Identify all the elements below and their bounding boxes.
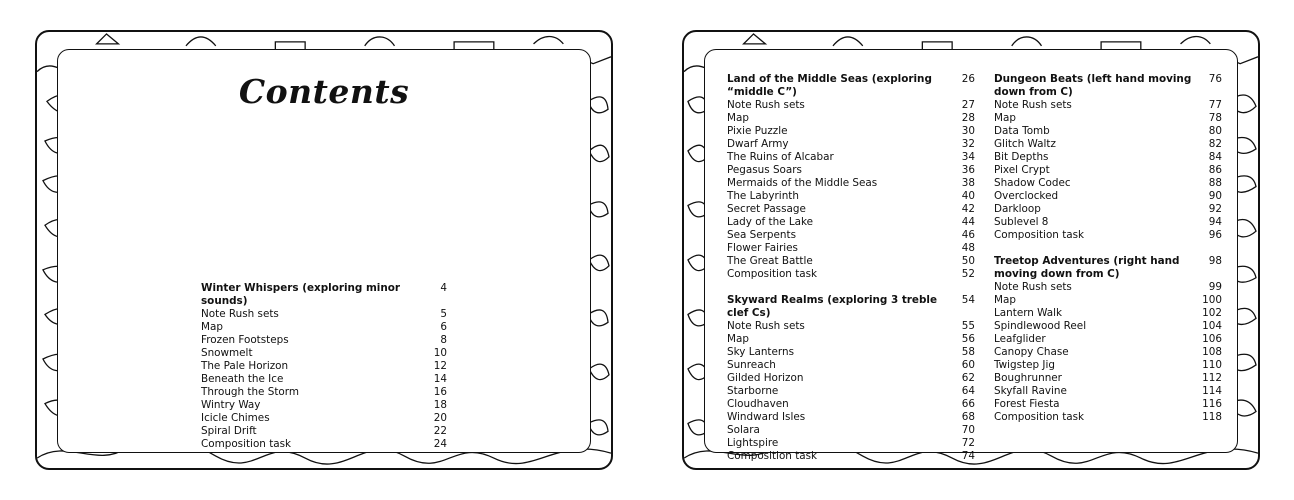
page-number: 88 <box>1208 177 1222 189</box>
entry-title: Sky Lanterns <box>727 346 794 358</box>
entry-title: Lightspire <box>727 437 779 449</box>
entry-title: Shadow Codec <box>994 177 1071 189</box>
toc-entry <box>727 320 975 333</box>
entry-title: Pixie Puzzle <box>727 125 788 137</box>
page-number: 102 <box>1202 307 1222 319</box>
section-heading <box>994 73 1222 99</box>
page-number: 100 <box>1202 294 1222 306</box>
page-number: 66 <box>961 398 975 410</box>
toc-entry <box>727 190 975 203</box>
entry-title: Forest Fiesta <box>994 398 1060 410</box>
contents-panel <box>57 49 591 453</box>
toc-entry <box>727 437 975 450</box>
toc-entry <box>994 333 1222 346</box>
toc-entry <box>994 203 1222 216</box>
toc-entry <box>994 398 1222 411</box>
entry-title: Bit Depths <box>994 151 1049 163</box>
entry-title: Sublevel 8 <box>994 216 1049 228</box>
entry-title: Boughrunner <box>994 372 1062 384</box>
page-number: 98 <box>1208 255 1222 267</box>
entry-title: Windward Isles <box>727 411 806 423</box>
page-number: 24 <box>433 438 447 450</box>
toc-entry <box>201 386 447 399</box>
page-number: 27 <box>961 99 975 111</box>
entry-title: Secret Passage <box>727 203 806 215</box>
toc-entry <box>727 125 975 138</box>
contents-page-right <box>682 30 1260 470</box>
page-number: 62 <box>961 372 975 384</box>
section-title: Winter Whispers (exploring minor sounds) <box>201 282 401 307</box>
entry-title: Gilded Horizon <box>727 372 804 384</box>
page-number: 46 <box>961 229 975 241</box>
page-number: 78 <box>1208 112 1222 124</box>
page-number: 22 <box>433 425 447 437</box>
entry-title: Through the Storm <box>201 386 299 398</box>
entry-title: Leafglider <box>994 333 1046 345</box>
entry-title: Composition task <box>727 268 818 280</box>
toc-entry <box>727 385 975 398</box>
entry-title: Note Rush sets <box>994 99 1072 111</box>
entry-title: Mermaids of the Middle Seas <box>727 177 878 189</box>
page-number: 92 <box>1208 203 1222 215</box>
entry-title: Composition task <box>994 411 1085 423</box>
entry-title: Data Tomb <box>994 125 1050 137</box>
toc-entry <box>201 334 447 347</box>
page-number: 68 <box>961 411 975 423</box>
page-number: 74 <box>961 450 975 462</box>
toc-column-2 <box>994 73 1222 424</box>
entry-title: Map <box>727 112 749 124</box>
toc-entry <box>727 255 975 268</box>
page-number: 18 <box>433 399 447 411</box>
toc-column-1 <box>727 73 975 463</box>
page-number: 52 <box>961 268 975 280</box>
toc-entry <box>201 373 447 386</box>
toc-entry <box>994 320 1222 333</box>
toc-entry <box>201 321 447 334</box>
toc-entry <box>727 242 975 255</box>
page-number: 44 <box>961 216 975 228</box>
toc-entry <box>727 268 975 281</box>
toc-entry <box>727 372 975 385</box>
entry-title: Lady of the Lake <box>727 216 814 228</box>
toc-entry <box>727 229 975 242</box>
toc-entry <box>994 385 1222 398</box>
toc-entry <box>994 125 1222 138</box>
toc-entry <box>994 294 1222 307</box>
toc-entry <box>201 425 447 438</box>
toc-entry <box>994 151 1222 164</box>
page-number: 20 <box>433 412 447 424</box>
page-number: 4 <box>440 282 447 294</box>
entry-title: Composition task <box>727 450 818 462</box>
toc-entry <box>727 333 975 346</box>
entry-title: Note Rush sets <box>201 308 279 320</box>
page-number: 108 <box>1202 346 1222 358</box>
contents-page-left <box>35 30 613 470</box>
page-number: 99 <box>1208 281 1222 293</box>
contents-panel <box>704 49 1238 462</box>
toc-entry <box>994 99 1222 112</box>
entry-title: Map <box>201 321 223 333</box>
page-number: 76 <box>1208 73 1222 85</box>
toc-entry <box>994 138 1222 151</box>
page-number: 90 <box>1208 190 1222 202</box>
page-number: 118 <box>1202 411 1222 423</box>
toc-entry <box>201 412 447 425</box>
page-number: 10 <box>433 347 447 359</box>
toc-entry <box>727 99 975 112</box>
toc-entry <box>201 308 447 321</box>
toc-entry <box>201 399 447 412</box>
page-number: 55 <box>961 320 975 332</box>
entry-title: Wintry Way <box>201 399 261 411</box>
page-number: 60 <box>961 359 975 371</box>
page-number: 6 <box>440 321 447 333</box>
page-number: 96 <box>1208 229 1222 241</box>
toc-entry <box>727 411 975 424</box>
page-number: 80 <box>1208 125 1222 137</box>
entry-title: Composition task <box>201 438 292 450</box>
entry-title: Sea Serpents <box>727 229 796 241</box>
toc-entry <box>727 359 975 372</box>
entry-title: The Ruins of Alcabar <box>727 151 834 163</box>
page-number: 28 <box>961 112 975 124</box>
page-number: 56 <box>961 333 975 345</box>
entry-title: Pegasus Soars <box>727 164 802 176</box>
entry-title: Note Rush sets <box>994 281 1072 293</box>
toc-entry <box>994 372 1222 385</box>
page-number: 8 <box>440 334 447 346</box>
section-title: Dungeon Beats (left hand moving down from C) <box>994 73 1192 98</box>
page-number: 36 <box>961 164 975 176</box>
page-number: 26 <box>961 73 975 85</box>
page-number: 34 <box>961 151 975 163</box>
toc-entry <box>994 216 1222 229</box>
toc-entry <box>727 450 975 463</box>
page-number: 82 <box>1208 138 1222 150</box>
toc-entry <box>994 164 1222 177</box>
page-number: 48 <box>961 242 975 254</box>
entry-title: Map <box>994 294 1016 306</box>
page-number: 86 <box>1208 164 1222 176</box>
toc-entry <box>727 203 975 216</box>
toc-entry <box>994 281 1222 294</box>
page-number: 70 <box>961 424 975 436</box>
toc-entry <box>994 190 1222 203</box>
section-heading <box>994 255 1222 281</box>
entry-title: Frozen Footsteps <box>201 334 289 346</box>
page-number: 32 <box>961 138 975 150</box>
page-number: 38 <box>961 177 975 189</box>
entry-title: Map <box>994 112 1016 124</box>
page-number: 54 <box>961 294 975 306</box>
toc-entry <box>727 177 975 190</box>
entry-title: Canopy Chase <box>994 346 1069 358</box>
entry-title: Pixel Crypt <box>994 164 1050 176</box>
toc-entry <box>201 438 447 451</box>
toc-entry <box>727 164 975 177</box>
toc-entry <box>727 346 975 359</box>
page-number: 5 <box>440 308 447 320</box>
page-number: 110 <box>1202 359 1222 371</box>
page-number: 114 <box>1202 385 1222 397</box>
page-number: 72 <box>961 437 975 449</box>
entry-title: Skyfall Ravine <box>994 385 1067 397</box>
toc-entry <box>201 347 447 360</box>
page-number: 94 <box>1208 216 1222 228</box>
entry-title: Starborne <box>727 385 779 397</box>
section-heading <box>727 73 975 99</box>
toc-entry <box>994 346 1222 359</box>
entry-title: Darkloop <box>994 203 1041 215</box>
entry-title: Note Rush sets <box>727 320 805 332</box>
section-title: Skyward Realms (exploring 3 treble clef Cs) <box>727 294 938 319</box>
section-title: Treetop Adventures (right hand moving down from C) <box>994 255 1180 280</box>
section-heading <box>727 294 975 320</box>
entry-title: The Pale Horizon <box>201 360 289 372</box>
toc-entry <box>727 151 975 164</box>
page-number: 64 <box>961 385 975 397</box>
page-number: 116 <box>1202 398 1222 410</box>
entry-title: Lantern Walk <box>994 307 1063 319</box>
page-number: 84 <box>1208 151 1222 163</box>
entry-title: Glitch Waltz <box>994 138 1056 150</box>
toc-entry <box>727 398 975 411</box>
entry-title: Composition task <box>994 229 1085 241</box>
toc-entry <box>727 138 975 151</box>
entry-title: The Great Battle <box>727 255 813 267</box>
entry-title: Cloudhaven <box>727 398 789 410</box>
section-title: Land of the Middle Seas (exploring “middle C”) <box>727 73 932 98</box>
toc-entry <box>994 359 1222 372</box>
entry-title: Sunreach <box>727 359 776 371</box>
section-gap <box>994 242 1222 255</box>
toc-entry <box>994 112 1222 125</box>
toc-entry <box>994 177 1222 190</box>
toc-entry <box>201 360 447 373</box>
toc-entry <box>727 216 975 229</box>
toc-entry <box>727 424 975 437</box>
page-number: 40 <box>961 190 975 202</box>
toc-entry <box>994 229 1222 242</box>
entry-title: Spiral Drift <box>201 425 257 437</box>
toc-entry <box>994 307 1222 320</box>
entry-title: Overclocked <box>994 190 1059 202</box>
entry-title: Snowmelt <box>201 347 253 359</box>
page-number: 104 <box>1202 320 1222 332</box>
entry-title: Twigstep Jig <box>994 359 1055 371</box>
page-number: 50 <box>961 255 975 267</box>
contents-title: Contents <box>238 72 410 111</box>
toc-entry <box>994 411 1222 424</box>
page-number: 106 <box>1202 333 1222 345</box>
entry-title: Spindlewood Reel <box>994 320 1087 332</box>
entry-title: Flower Fairies <box>727 242 798 254</box>
page-number: 14 <box>433 373 447 385</box>
entry-title: Note Rush sets <box>727 99 805 111</box>
page-number: 77 <box>1208 99 1222 111</box>
page-number: 112 <box>1202 372 1222 384</box>
page-number: 58 <box>961 346 975 358</box>
entry-title: Icicle Chimes <box>201 412 270 424</box>
entry-title: Map <box>727 333 749 345</box>
entry-title: Beneath the Ice <box>201 373 284 385</box>
toc-entry <box>727 112 975 125</box>
page-number: 42 <box>961 203 975 215</box>
page-number: 12 <box>433 360 447 372</box>
section-heading <box>201 282 447 308</box>
entry-title: The Labyrinth <box>727 190 799 202</box>
page-number: 30 <box>961 125 975 137</box>
toc-left-column <box>201 282 447 451</box>
entry-title: Solara <box>727 424 760 436</box>
section-gap <box>727 281 975 294</box>
entry-title: Dwarf Army <box>727 138 789 150</box>
page-number: 16 <box>433 386 447 398</box>
